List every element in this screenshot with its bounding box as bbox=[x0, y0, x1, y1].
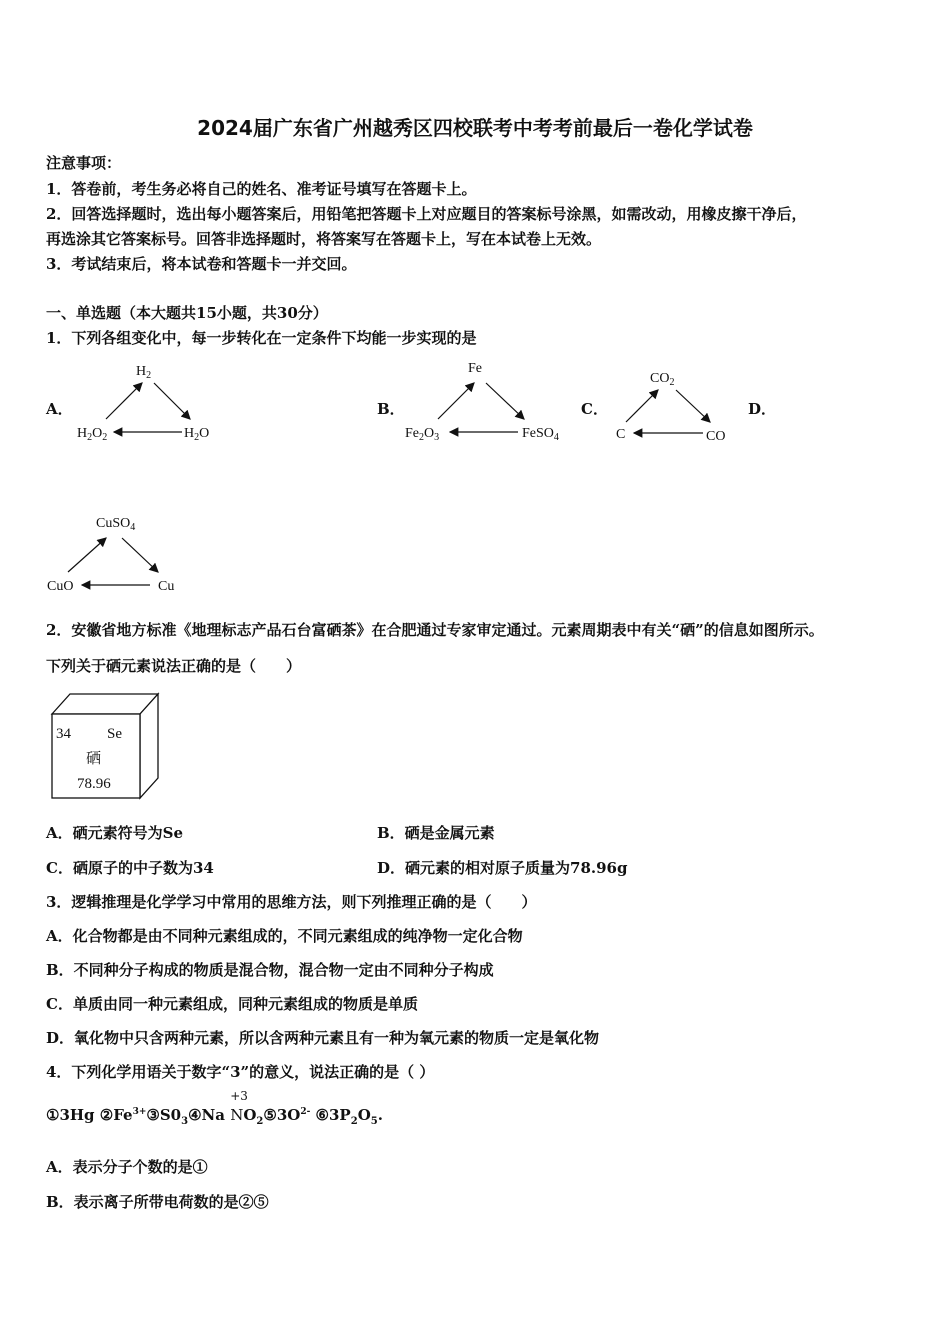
question-1-stem: 1．下列各组变化中，每一步转化在一定条件下均能一步实现的是 bbox=[46, 329, 477, 347]
oxidation-state: +3 bbox=[230, 1089, 248, 1103]
diagram-b-left: $Fe_2O_3$ bbox=[405, 426, 440, 443]
arrow bbox=[676, 390, 710, 422]
notes-heading: 注意事项： bbox=[46, 154, 122, 172]
question-3-stem: 3．逻辑推理是化学学习中常用的思维方法，则下列推理正确的是（ ） bbox=[46, 893, 537, 911]
diagram-d-left: CuO bbox=[47, 579, 74, 594]
q3-option-a: A．化合物都是由不同种元素组成的，不同元素组成的纯净物一定化合物 bbox=[46, 927, 523, 945]
diagram-c-left: C bbox=[616, 427, 626, 442]
q3-option-b: B．不同种分子构成的物质是混合物，混合物一定由不同种分子构成 bbox=[46, 961, 494, 979]
element-card-selenium bbox=[50, 692, 162, 800]
arrow bbox=[154, 383, 190, 419]
note-2a: 2．回答选择题时，选出每小题答案后，用铅笔把答题卡上对应题目的答案标号涂黑，如需改动，用橡皮擦干净后， bbox=[46, 205, 807, 223]
arrow bbox=[122, 538, 158, 572]
q2-option-b: B．硒是金属元素 bbox=[377, 824, 495, 842]
arrow bbox=[626, 390, 658, 422]
q1-option-b-label: B． bbox=[377, 400, 405, 418]
section-heading: 一、单选题（本大题共15小题，共30分） bbox=[46, 304, 328, 322]
note-2b: 再选涂其它答案标号。回答非选择题时，将答案写在答题卡上，写在本试卷上无效。 bbox=[46, 230, 602, 248]
diagram-c-right: CO bbox=[706, 429, 726, 444]
arrow bbox=[438, 383, 474, 419]
diagram-a-top: $H_2$ bbox=[136, 364, 152, 381]
question-2-stem: 2．安徽省地方标准《地理标志产品石台富硒茶》在合肥通过专家审定通过。元素周期表中有关“硒”的信息如图所示。 bbox=[46, 621, 824, 639]
element-name: 硒 bbox=[86, 751, 102, 767]
question-4-stem: 4．下列化学用语关于数字“3”的意义，说法正确的是（ ） bbox=[46, 1063, 435, 1081]
q4-option-a: A．表示分子个数的是① bbox=[46, 1158, 208, 1176]
diagram-d bbox=[44, 510, 194, 602]
arrow bbox=[486, 383, 524, 419]
diagram-b-right: FeSO$_4$ bbox=[522, 426, 559, 443]
diagram-d-right: Cu bbox=[158, 579, 175, 594]
atomic-mass: 78.96 bbox=[77, 776, 111, 792]
atomic-number: 34 bbox=[56, 726, 71, 742]
question-2-stem-2: 下列关于硒元素说法正确的是（ ） bbox=[46, 657, 302, 675]
diagram-b-top: Fe bbox=[468, 361, 482, 376]
note-3: 3．考试结束后，将本试卷和答题卡一并交回。 bbox=[46, 255, 357, 273]
q2-option-c: C．硒原子的中子数为34 bbox=[46, 859, 214, 877]
note-1: 1．答卷前，考生务必将自己的姓名、准考证号填写在答题卡上。 bbox=[46, 180, 477, 198]
q4-formula-line: ①3Hg $②Fe^{3+}③S0_3④Na$ +3 $NO_2⑤3O^{2-}$ $⑥3P_2O_5$. bbox=[46, 1089, 383, 1127]
page-title: 2024届广东省广州越秀区四校联考中考考前最后一卷化学试卷 bbox=[197, 116, 753, 140]
diagram-a-right: $H_2O$ bbox=[184, 426, 210, 443]
q1-option-c-label: C． bbox=[581, 400, 608, 418]
q2-option-a: A．硒元素符号为Se bbox=[46, 824, 184, 842]
arrow bbox=[106, 383, 142, 419]
diagram-c bbox=[608, 360, 738, 455]
q4-option-b: B．表示离子所带电荷数的是②⑤ bbox=[46, 1193, 269, 1211]
q3-option-d: D．氧化物中只含两种元素，所以含两种元素且有一种为氧元素的物质一定是氧化物 bbox=[46, 1029, 600, 1047]
q1-option-d-label: D． bbox=[748, 400, 777, 418]
diagram-a bbox=[70, 355, 230, 450]
diagram-c-top: $CO_2$ bbox=[650, 371, 675, 388]
diagram-b bbox=[402, 355, 577, 450]
diagram-d-top: CuSO$_4$ bbox=[96, 516, 136, 533]
q2-option-d: D．硒元素的相对原子质量为78.96g bbox=[377, 859, 628, 877]
arrow bbox=[68, 538, 106, 572]
element-symbol: Se bbox=[107, 726, 122, 742]
q1-option-a-label: A． bbox=[46, 400, 73, 418]
q3-option-c: C．单质由同一种元素组成，同种元素组成的物质是单质 bbox=[46, 995, 418, 1013]
diagram-a-left: $H_2O_2$ bbox=[77, 426, 108, 443]
